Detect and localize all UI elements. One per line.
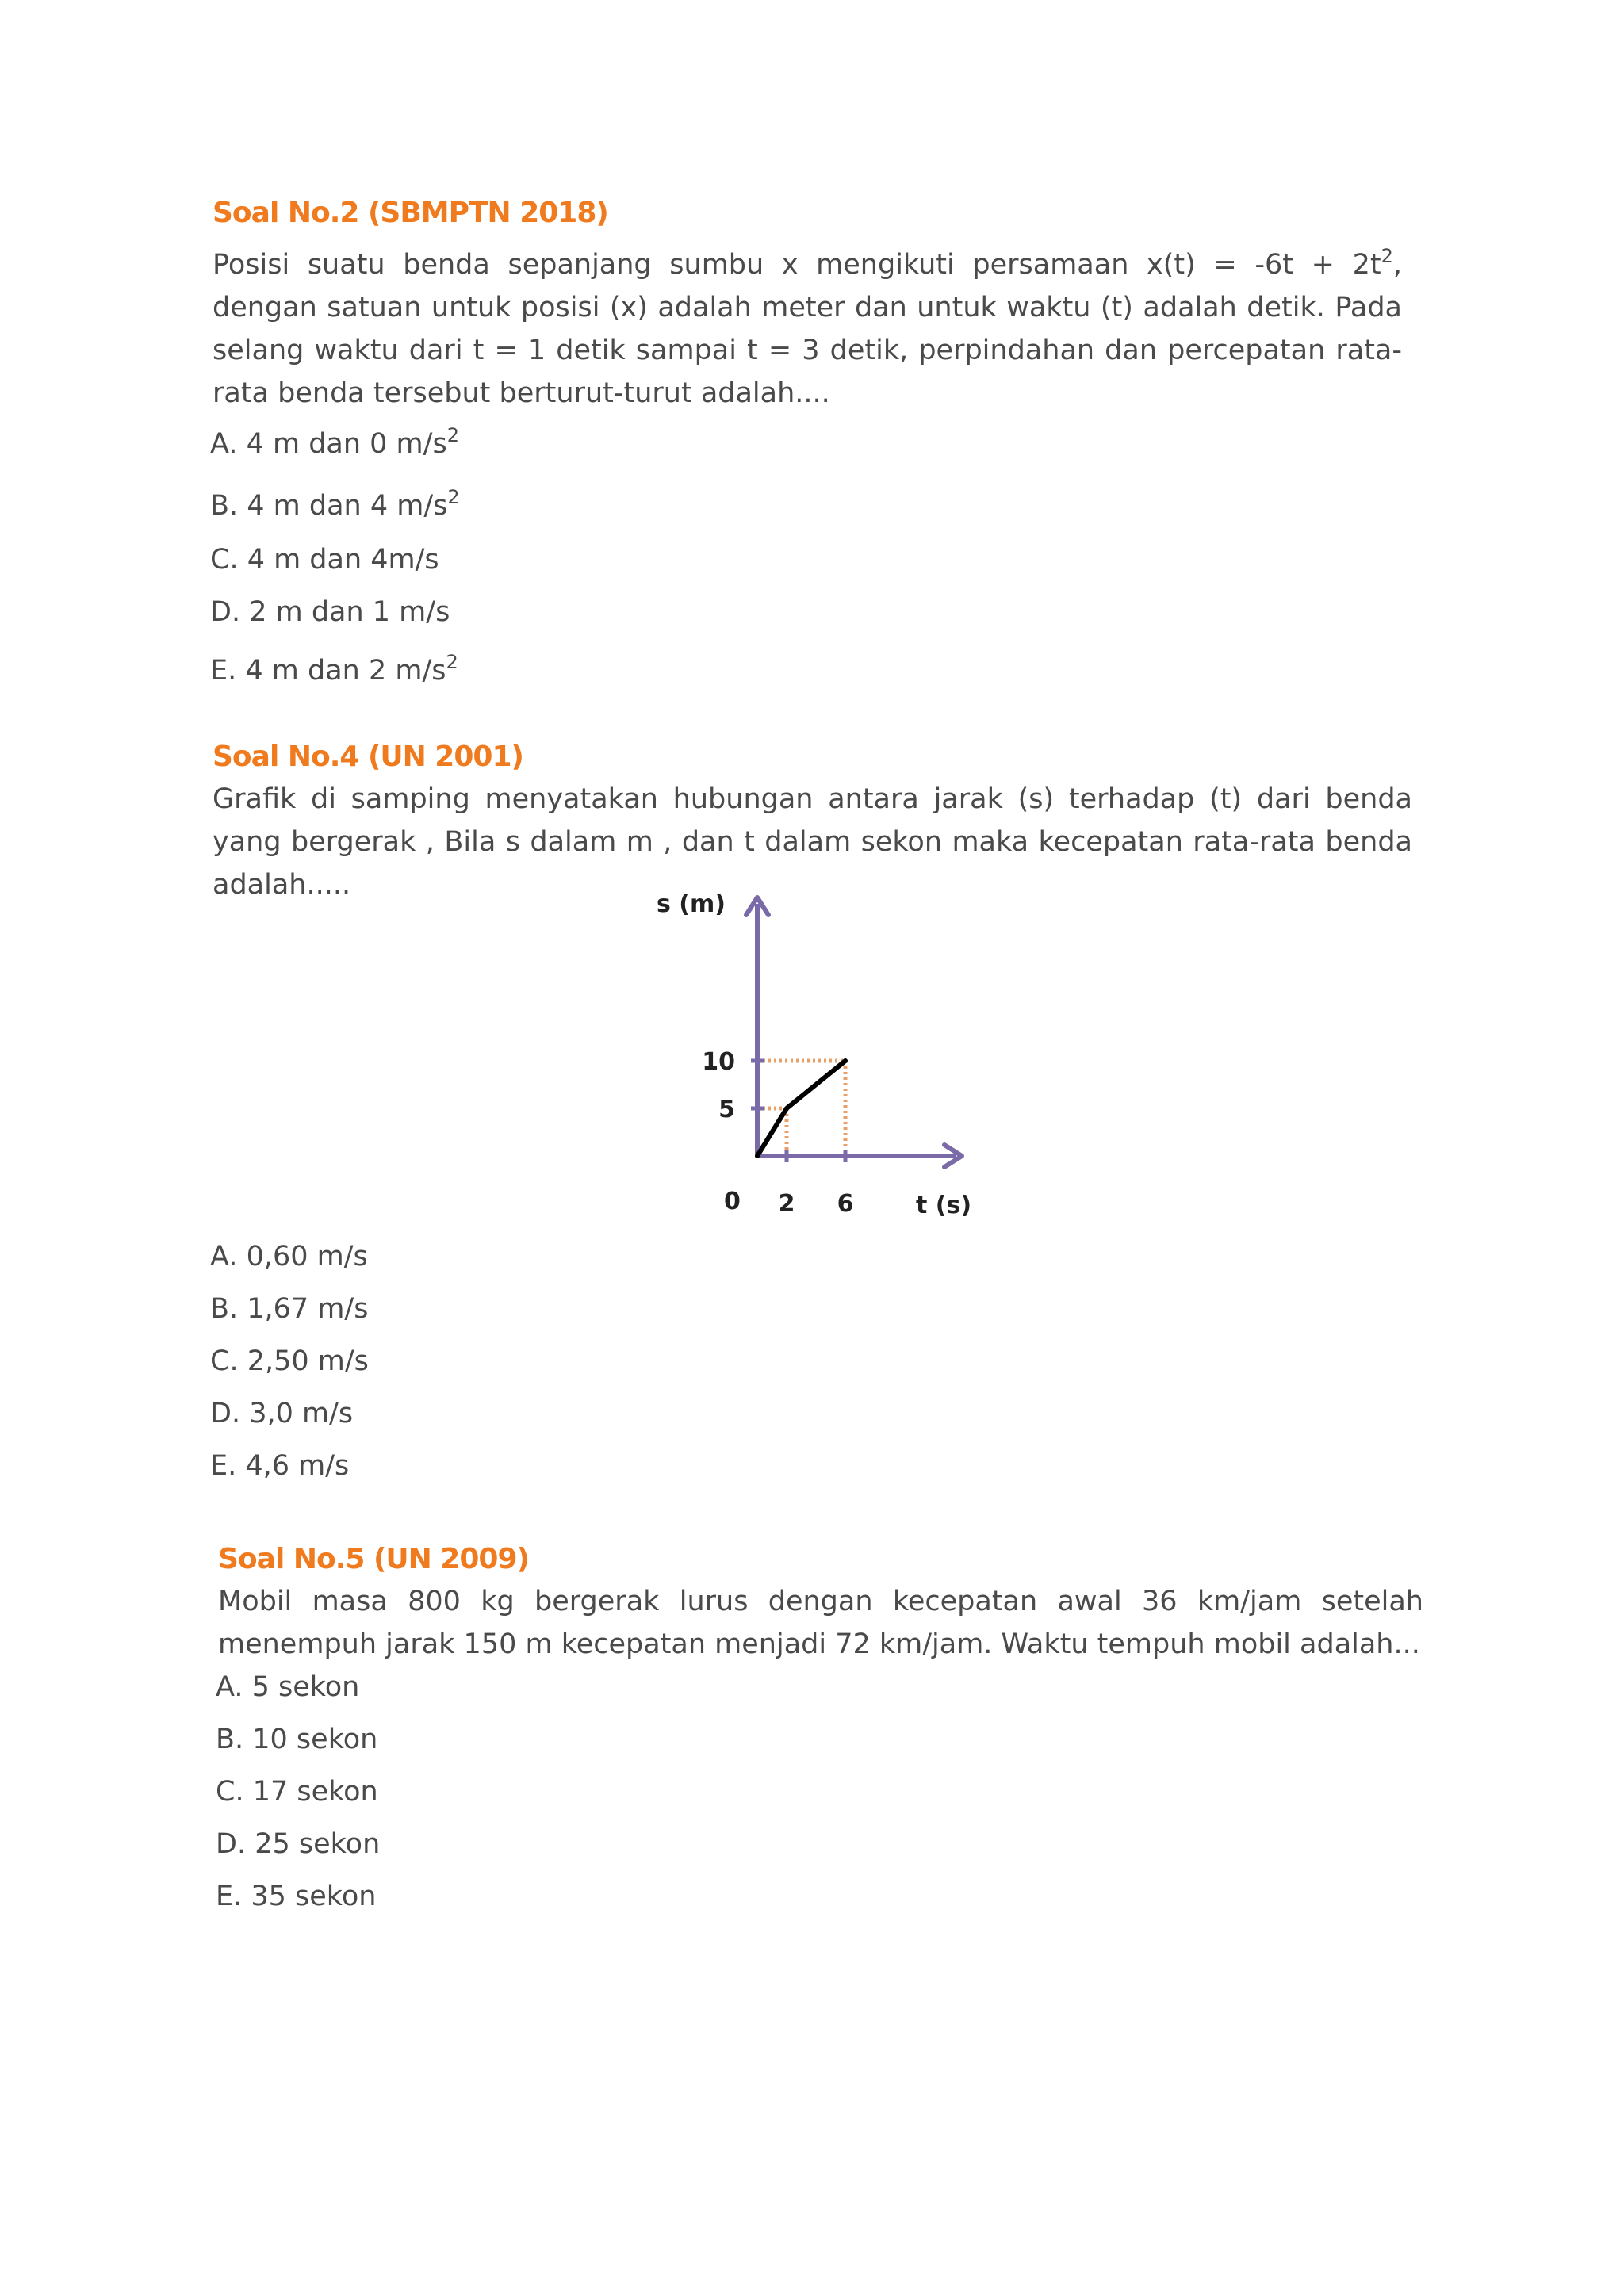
x-axis-label: t (s) xyxy=(916,1192,972,1219)
x-tick-label-6: 6 xyxy=(837,1190,854,1218)
y-axis-label: s (m) xyxy=(657,890,726,918)
option-4d[interactable]: D. 3,0 m/s xyxy=(210,1398,354,1429)
question-5-text: Mobil masa 800 kg bergerak lurus dengan kecepatan awal 36 km/jam setelah menempuh jarak 150 m kecepatan menjadi 72 km/jam. Waktu tempuh mobil adalah... xyxy=(218,1586,1423,1660)
option-4e[interactable]: E. 4,6 m/s xyxy=(210,1450,350,1482)
option-5d[interactable]: D. 25 sekon xyxy=(216,1828,381,1860)
origin-label: 0 xyxy=(724,1188,741,1215)
option-4a[interactable]: A. 0,60 m/s xyxy=(210,1241,368,1272)
y-tick-label-10: 10 xyxy=(702,1048,735,1076)
option-5c[interactable]: C. 17 sekon xyxy=(216,1776,378,1808)
question-5 xyxy=(218,1543,1423,1666)
option-2b[interactable]: B. 4 m dan 4 $m/s^2$ xyxy=(210,486,460,522)
option-5e[interactable]: E. 35 sekon xyxy=(216,1881,377,1912)
option-2d[interactable]: D. 2 m dan 1 m/s xyxy=(210,596,450,628)
x-tick-label-2: 2 xyxy=(778,1190,795,1218)
option-2a[interactable]: A. 4 m dan 0 $m/s^2$ xyxy=(210,424,459,460)
question-4-title: Soal No.4 (UN 2001) xyxy=(213,740,523,773)
y-tick-label-5: 5 xyxy=(718,1096,735,1123)
question-4-text: Grafik di samping menyatakan hubungan antara jarak (s) terhadap (t) dari benda yang bergerak , Bila s dalam m , dan t dalam sekon maka kecepatan rata-rata benda adalah..... xyxy=(213,783,1412,901)
question-2-title: Soal No.2 (SBMPTN 2018) xyxy=(213,197,608,229)
distance-time-chart xyxy=(642,880,975,1245)
option-2e[interactable]: E. 4 m dan 2 $m/s^2$ xyxy=(210,651,458,687)
chart-axes xyxy=(746,897,962,1167)
option-5b[interactable]: B. 10 sekon xyxy=(216,1724,378,1755)
question-2 xyxy=(213,197,1402,415)
option-5a[interactable]: A. 5 sekon xyxy=(216,1671,360,1703)
guide-lines xyxy=(757,1061,845,1156)
question-2-text: Posisi suatu benda sepanjang sumbu x mengikuti persamaan $x(t) = -6t + 2t^2$, dengan satuan untuk posisi (x) adalah meter dan untuk waktu (t) adalah detik. Pada selang waktu dari t = 1 detik sampai t = 3 detik, perpindahan dan percepatan rata-rata benda tersebut berturut-turut adalah.... xyxy=(213,245,1402,409)
option-2c[interactable]: C. 4 m dan 4m/s xyxy=(210,544,439,576)
option-4b[interactable]: B. 1,67 m/s xyxy=(210,1293,369,1325)
option-4c[interactable]: C. 2,50 m/s xyxy=(210,1345,369,1377)
question-5-title: Soal No.5 (UN 2009) xyxy=(218,1543,529,1575)
